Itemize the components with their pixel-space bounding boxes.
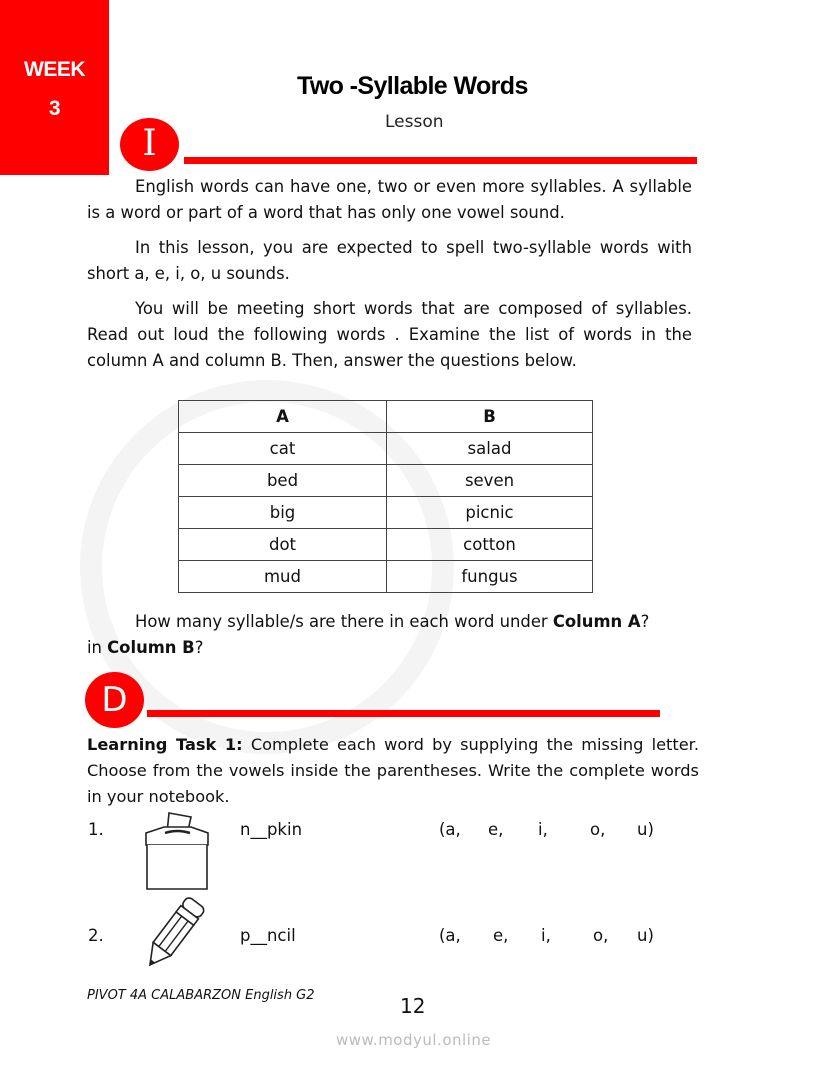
section-divider-line: [184, 157, 697, 164]
vowel-choice: e,: [488, 820, 504, 839]
section-introduction-marker: I: [120, 118, 179, 171]
page-number: 12: [400, 994, 426, 1018]
question-column-a: Column A: [552, 612, 641, 631]
table-row: [179, 561, 593, 593]
footer-source: PIVOT 4A CALABARZON English G2: [87, 988, 315, 1003]
word-table: [178, 400, 593, 593]
tissue-box-icon: [136, 808, 216, 894]
week-badge: [0, 0, 109, 175]
question-mark: ?: [194, 638, 204, 657]
vowel-choice: o,: [593, 926, 609, 945]
vowel-choice: o,: [590, 820, 606, 839]
question-column-b: Column B: [107, 638, 195, 657]
week-number: 3: [48, 97, 61, 120]
table-cell: dot: [179, 529, 387, 561]
vowel-choice: i,: [541, 926, 551, 945]
pencil-icon: [134, 893, 214, 973]
learning-task-instructions: [87, 732, 699, 810]
lesson-paragraph-3: You will be meeting short words that are composed of syllables. Read out loud the following words . Examine the list of words in the column A and column B. Then, answer the questions below.: [87, 299, 692, 370]
lesson-paragraph-1: English words can have one, two or even more syllables. A syllable is a word or part of a word that has only one vowel sound.: [87, 177, 692, 222]
table-cell: picnic: [387, 497, 593, 529]
column-b-header: B: [387, 401, 593, 433]
question-text: in: [87, 638, 108, 657]
table-cell: bed: [179, 465, 387, 497]
page-subtitle: Lesson: [385, 112, 444, 132]
task-item-number: 1.: [88, 820, 104, 839]
website-watermark: www.modyul.online: [336, 1031, 492, 1049]
section-divider-line: [147, 710, 660, 717]
syllable-question-continued: [87, 635, 692, 661]
table-cell: cotton: [387, 529, 593, 561]
table-cell: fungus: [387, 561, 593, 593]
question-text: How many syllable/s are there in each word under: [135, 612, 553, 631]
column-a-header: A: [179, 401, 387, 433]
vowel-choice: i,: [538, 820, 548, 839]
vowel-choice: u): [637, 926, 654, 945]
table-cell: salad: [387, 433, 593, 465]
page-title: Two -Syllable Words: [297, 72, 528, 100]
table-cell: seven: [387, 465, 593, 497]
week-label: WEEK: [24, 58, 85, 81]
question-mark: ?: [640, 612, 650, 631]
vowel-choice: (a,: [439, 820, 461, 839]
task-item-number: 2.: [88, 926, 104, 945]
table-header-row: [179, 401, 593, 433]
table-cell: big: [179, 497, 387, 529]
table-row: [179, 465, 593, 497]
table-cell: cat: [179, 433, 387, 465]
learning-task-label: Learning Task 1:: [87, 735, 243, 754]
section-development-marker: D: [85, 672, 144, 728]
table-row: [179, 497, 593, 529]
task-item-word: n__pkin: [240, 820, 303, 839]
table-row: [179, 529, 593, 561]
table-row: [179, 433, 593, 465]
vowel-choice: u): [637, 820, 654, 839]
vowel-choice: (a,: [439, 926, 461, 945]
syllable-question: [87, 609, 692, 635]
task-item-word: p__ncil: [240, 926, 296, 945]
lesson-paragraph-2: In this lesson, you are expected to spell two-syllable words with short a, e, i, o, u sounds.: [87, 238, 692, 283]
vowel-choice: e,: [493, 926, 509, 945]
learning-task-text: Complete each word by supplying the missing letter. Choose from the vowels inside the parentheses. Write the complete words in your notebook.: [87, 735, 700, 806]
table-cell: mud: [179, 561, 387, 593]
